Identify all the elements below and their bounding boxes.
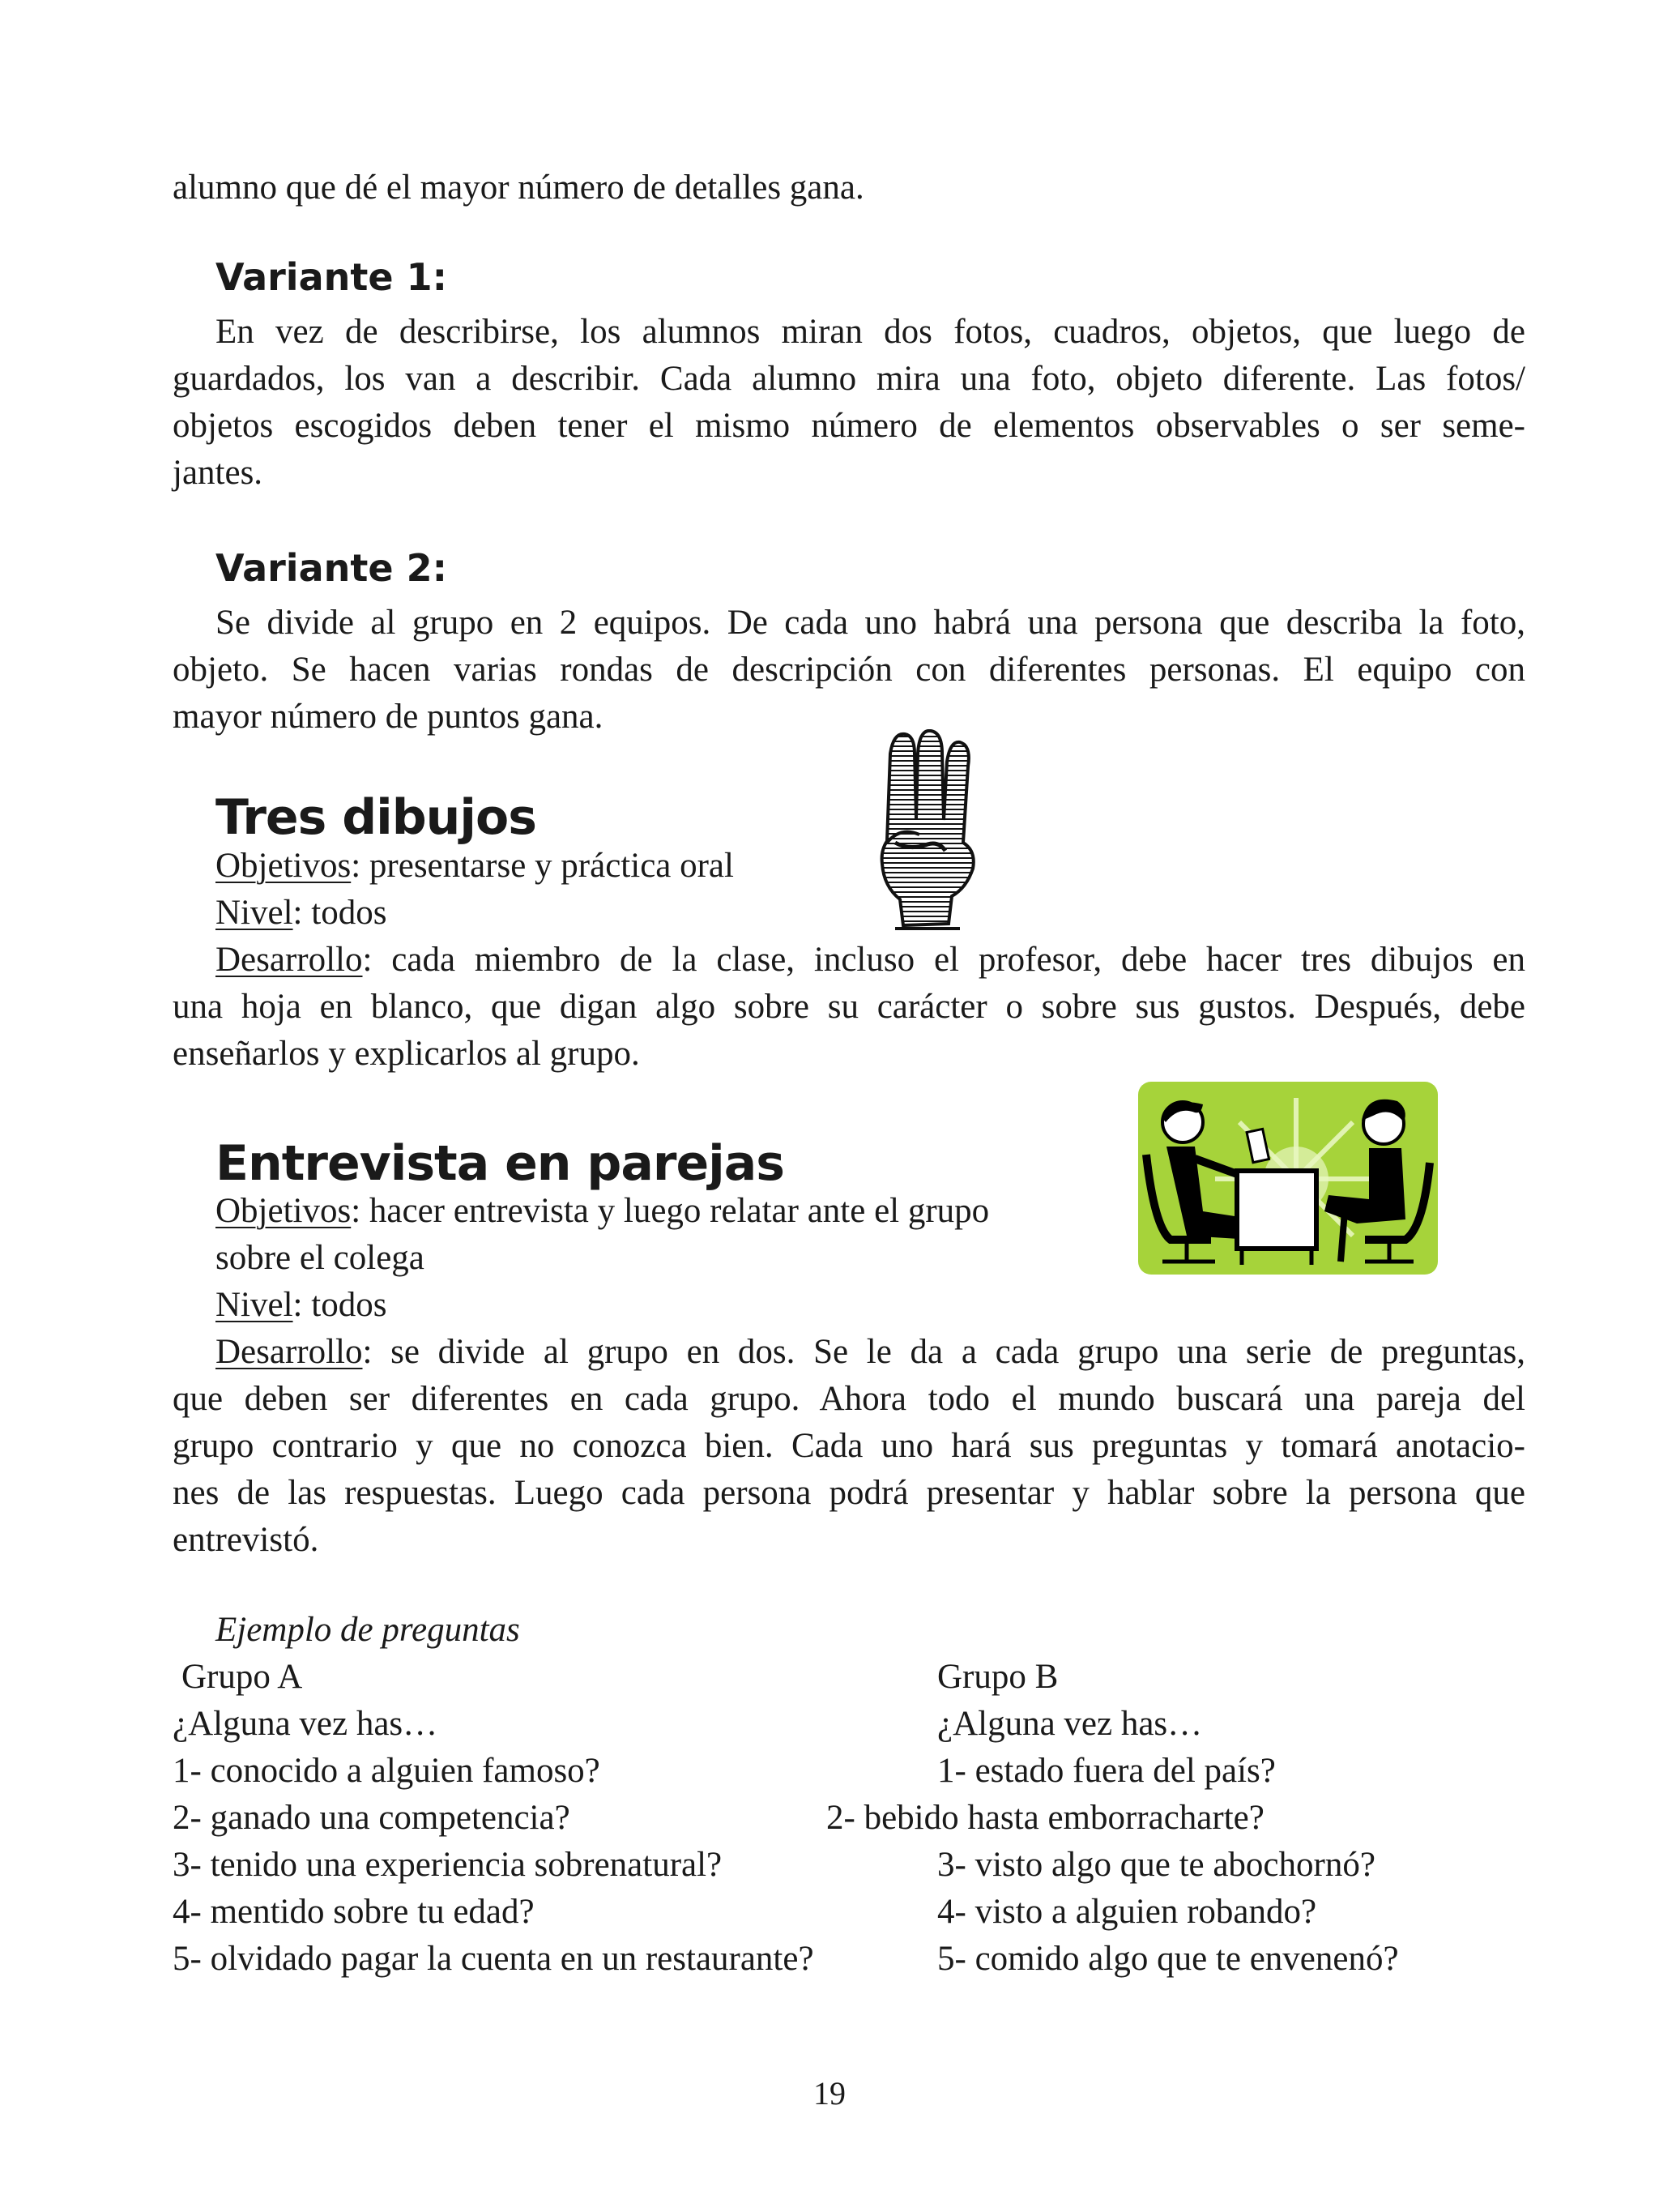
- grupo-a-item: 2- ganado una competencia?: [173, 1799, 570, 1837]
- grupo-a-item: 5- olvidado pagar la cuenta en un restaurante?: [173, 1940, 814, 1978]
- grupo-a-lead: ¿Alguna vez has…: [173, 1705, 438, 1743]
- nivel-text: : todos: [292, 894, 387, 932]
- nivel-label: Nivel: [215, 1286, 293, 1324]
- variante-2-line: objeto. Se hacen varias rondas de descripción con diferentes personas. El equipo con: [173, 651, 1525, 689]
- variante-2-line: mayor número de puntos gana.: [173, 698, 603, 736]
- desarrollo-label: Desarrollo: [215, 1333, 363, 1371]
- nivel-text: : todos: [292, 1286, 387, 1324]
- grupo-a-item: 1- conocido a alguien famoso?: [173, 1752, 600, 1790]
- objetivos-text: : presentarse y práctica oral: [351, 847, 734, 885]
- page-number: 19: [813, 2075, 846, 2112]
- variante-2-heading: Variante 2:: [215, 546, 447, 590]
- entrevista-desarrollo-line: que deben ser diferentes en cada grupo. Ahora todo el mundo buscará una pareja del: [173, 1380, 1525, 1418]
- entrevista-nivel: [215, 1282, 1525, 1329]
- entrevista-objetivos: [215, 1188, 1525, 1235]
- nivel-label: Nivel: [215, 894, 293, 932]
- tres-dibujos-desarrollo-line: enseñarlos y explicarlos al grupo.: [173, 1035, 640, 1073]
- tres-dibujos-desarrollo: [215, 937, 1525, 984]
- tres-dibujos-title: Tres dibujos: [215, 789, 536, 846]
- variante-1-heading: Variante 1:: [215, 255, 447, 299]
- objetivos-text: : hacer entrevista y luego relatar ante el grupo: [351, 1192, 990, 1230]
- objetivos-label: Objetivos: [215, 847, 352, 885]
- entrevista-desarrollo-line: entrevistó.: [173, 1521, 319, 1559]
- grupo-b-item: 3- visto algo que te abochornó?: [937, 1846, 1375, 1884]
- ejemplo-title: Ejemplo de preguntas: [215, 1611, 520, 1649]
- objetivos-label: Objetivos: [215, 1192, 352, 1230]
- grupo-a-item: 3- tenido una experiencia sobrenatural?: [173, 1846, 723, 1884]
- grupo-a-item: 4- mentido sobre tu edad?: [173, 1893, 535, 1931]
- grupo-b-name: Grupo B: [937, 1658, 1059, 1696]
- variante-1-line: jantes.: [173, 454, 263, 492]
- desarrollo-label: Desarrollo: [215, 941, 363, 979]
- grupo-b-lead: ¿Alguna vez has…: [937, 1705, 1203, 1743]
- variante-1-line: objetos escogidos deben tener el mismo número de elementos observables o ser seme-: [173, 407, 1525, 445]
- intro-line: alumno que dé el mayor número de detalles gana.: [173, 169, 864, 207]
- desarrollo-text: : se divide al grupo en dos. Se le da a cada grupo una serie de preguntas,: [362, 1333, 1525, 1371]
- grupo-b-item: 1- estado fuera del país?: [937, 1752, 1276, 1790]
- variante-1-line: En vez de describirse, los alumnos miran dos fotos, cuadros, objetos, que luego de: [215, 313, 1525, 351]
- grupo-b-item: 5- comido algo que te envenenó?: [937, 1940, 1399, 1978]
- entrevista-desarrollo-line: nes de las respuestas. Luego cada persona podrá presentar y hablar sobre la persona que: [173, 1474, 1525, 1512]
- variante-1-line: guardados, los van a describir. Cada alumno mira una foto, objeto diferente. Las fotos/: [173, 360, 1525, 398]
- grupo-a-name: Grupo A: [181, 1658, 303, 1696]
- grupo-b-item: 2- bebido hasta emborracharte?: [826, 1799, 1265, 1837]
- entrevista-title: Entrevista en parejas: [215, 1135, 784, 1192]
- entrevista-desarrollo: [215, 1329, 1525, 1376]
- entrevista-objetivos-cont: sobre el colega: [215, 1239, 424, 1277]
- tres-dibujos-objetivos: [215, 843, 1525, 890]
- tres-dibujos-nivel: [215, 890, 1525, 937]
- entrevista-desarrollo-line: grupo contrario y que no conozca bien. Cada uno hará sus preguntas y tomará anotacio-: [173, 1427, 1525, 1465]
- desarrollo-text: : cada miembro de la clase, incluso el profesor, debe hacer tres dibujos en: [362, 941, 1525, 979]
- grupo-b-item: 4- visto a alguien robando?: [937, 1893, 1317, 1931]
- tres-dibujos-desarrollo-line: una hoja en blanco, que digan algo sobre su carácter o sobre sus gustos. Después, debe: [173, 988, 1525, 1026]
- variante-2-line: Se divide al grupo en 2 equipos. De cada uno habrá una persona que describa la foto,: [215, 604, 1525, 642]
